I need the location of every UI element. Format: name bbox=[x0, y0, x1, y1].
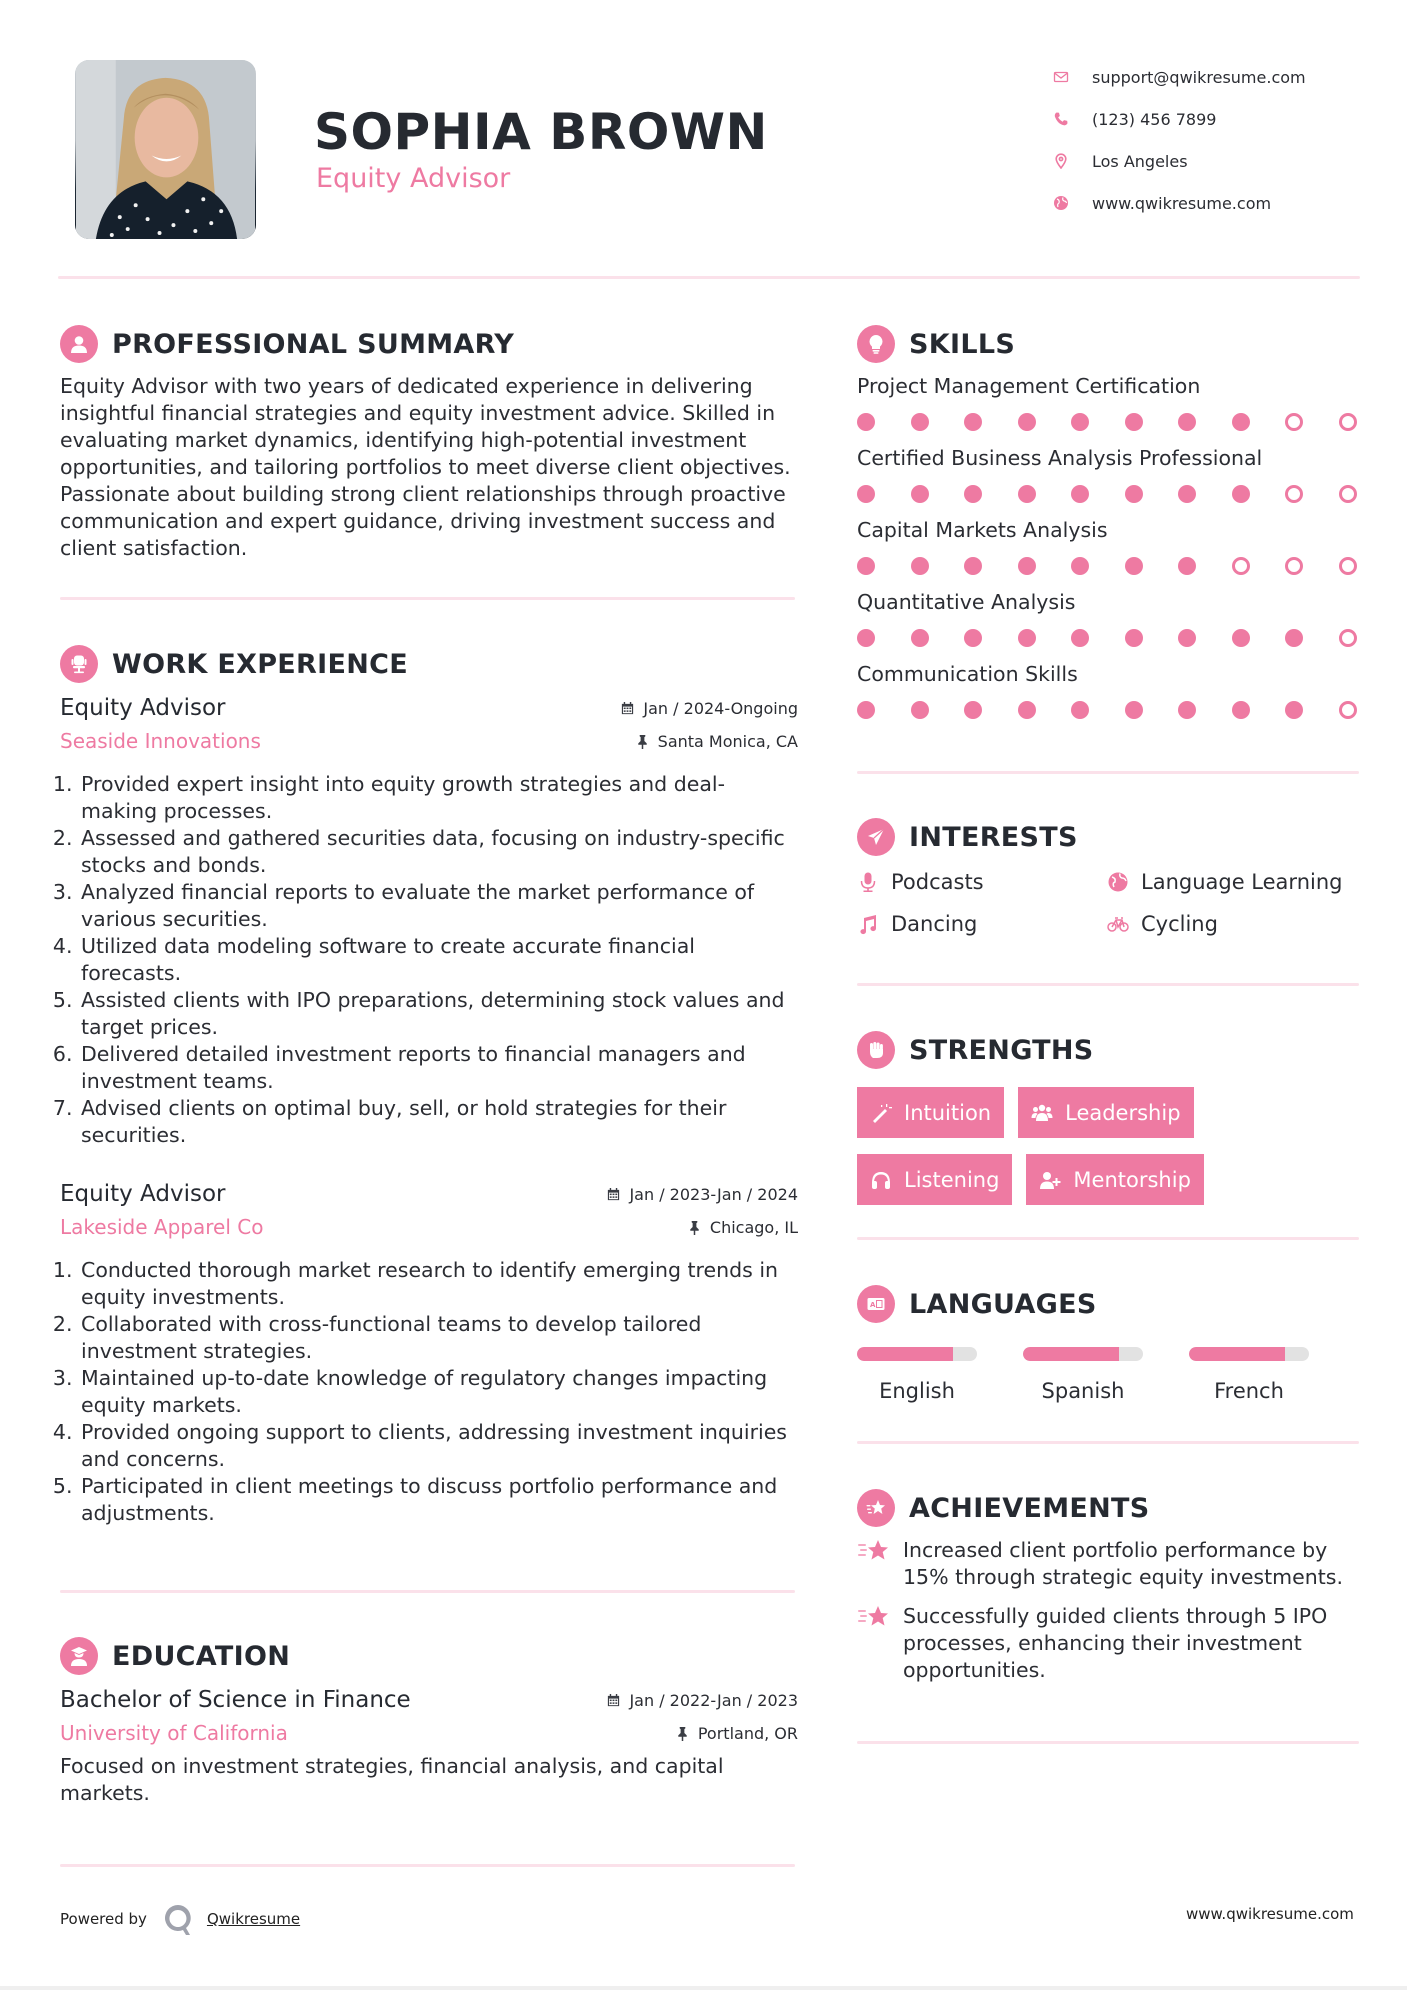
powered-by-label: Powered by bbox=[60, 1910, 147, 1928]
strength-label: Mentorship bbox=[1073, 1167, 1191, 1192]
skill-item bbox=[857, 373, 1359, 431]
job-responsibilities bbox=[60, 771, 798, 1149]
email-text: support@qwikresume.com bbox=[1092, 67, 1306, 87]
calendar-icon bbox=[606, 1693, 621, 1708]
company-name: Seaside Innovations bbox=[60, 729, 261, 753]
star-badge-icon bbox=[857, 1489, 895, 1527]
strengths-list bbox=[857, 1087, 1277, 1205]
website-text: www.qwikresume.com bbox=[1092, 193, 1272, 213]
user-icon bbox=[60, 325, 98, 363]
list-item: 3. Analyzed financial reports to evaluate the market performance of various securities. bbox=[79, 879, 798, 933]
location-text: Los Angeles bbox=[1092, 151, 1188, 171]
envelope-icon bbox=[1052, 68, 1070, 86]
contact-website[interactable] bbox=[1052, 182, 1372, 224]
rating-dot-filled bbox=[1232, 413, 1250, 431]
section-title: STRENGTHS bbox=[909, 1034, 1094, 1066]
rating-dot-filled bbox=[964, 413, 982, 431]
strength-label: Leadership bbox=[1065, 1100, 1181, 1125]
graduate-icon bbox=[60, 1637, 98, 1675]
rating-dot-filled bbox=[1125, 557, 1143, 575]
portrait-image bbox=[75, 60, 256, 239]
language-proficiency-fill bbox=[1023, 1347, 1119, 1361]
skill-name: Project Management Certification bbox=[857, 374, 1201, 398]
rating-dot-filled bbox=[1018, 485, 1036, 503]
interest-label: Dancing bbox=[891, 912, 978, 936]
qwikresume-link[interactable]: Qwikresume bbox=[206, 1910, 301, 1928]
skill-name: Certified Business Analysis Professional bbox=[857, 446, 1263, 470]
rating-dot-filled bbox=[911, 557, 929, 575]
skill-rating bbox=[857, 485, 1359, 503]
pushpin-icon bbox=[675, 1726, 690, 1741]
svg-text:A: A bbox=[870, 1301, 876, 1309]
rating-dot-filled bbox=[964, 485, 982, 503]
users-icon bbox=[1031, 1102, 1053, 1124]
section-divider bbox=[857, 1237, 1359, 1240]
candidate-name: SOPHIA BROWN bbox=[314, 103, 768, 161]
skill-rating bbox=[857, 701, 1359, 719]
achievement-text: Successfully guided clients through 5 IPO processes, enhancing their investment opportunities. bbox=[903, 1604, 1328, 1682]
language-name: French bbox=[1214, 1379, 1284, 1403]
section-header bbox=[857, 1031, 1359, 1069]
job-location bbox=[687, 1218, 798, 1237]
section-title: EDUCATION bbox=[112, 1640, 291, 1672]
list-item: 6. Delivered detailed investment reports to financial managers and investment teams. bbox=[79, 1041, 798, 1095]
rating-dot-filled bbox=[1125, 629, 1143, 647]
achievement-text: Increased client portfolio performance by 15% through strategic equity investments. bbox=[903, 1538, 1343, 1589]
section-divider bbox=[857, 1741, 1359, 1744]
rating-dot-filled bbox=[964, 701, 982, 719]
phone-text: (123) 456 7899 bbox=[1092, 109, 1217, 129]
rating-dot-filled bbox=[857, 413, 875, 431]
language-proficiency-bar bbox=[1023, 1347, 1143, 1361]
education-description: Focused on investment strategies, financial analysis, and capital markets. bbox=[60, 1754, 724, 1805]
rating-dot-empty bbox=[1339, 557, 1357, 575]
language-proficiency-bar bbox=[1189, 1347, 1309, 1361]
rating-dot-filled bbox=[1125, 485, 1143, 503]
rating-dot-filled bbox=[1232, 485, 1250, 503]
rating-dot-filled bbox=[1232, 629, 1250, 647]
header-divider bbox=[58, 276, 1360, 279]
shooting-star-icon bbox=[857, 1537, 891, 1565]
company-name: Lakeside Apparel Co bbox=[60, 1215, 264, 1239]
job-role: Equity Advisor bbox=[60, 1181, 226, 1207]
education-entry bbox=[60, 1687, 798, 1807]
summary-text: Equity Advisor with two years of dedicated experience in delivering insightful financial strategies and equity investment advice. Skilled in evaluating market dynamics, identifying high-potential investment opportunities, and tailoring portfolios to meet diverse client objectives. Passionate about building strong client relationships through proactive communication and expert guidance, driving investment success and client satisfaction. bbox=[60, 374, 791, 560]
section-divider bbox=[60, 597, 795, 600]
interests-list bbox=[857, 870, 1359, 936]
section-title: ACHIEVEMENTS bbox=[909, 1492, 1150, 1524]
professional-summary-section bbox=[60, 325, 798, 562]
skill-item bbox=[857, 661, 1359, 719]
section-header bbox=[857, 1285, 1359, 1323]
skill-name: Quantitative Analysis bbox=[857, 590, 1076, 614]
list-item: 2. Collaborated with cross-functional teams to develop tailored investment strategies. bbox=[79, 1311, 798, 1365]
contact-email[interactable] bbox=[1052, 56, 1372, 98]
language-item bbox=[1023, 1347, 1143, 1403]
language-item bbox=[857, 1347, 977, 1403]
globe-icon bbox=[1107, 871, 1129, 893]
education-location bbox=[675, 1724, 798, 1743]
job-entry bbox=[60, 695, 798, 1149]
education-location-text: Portland, OR bbox=[697, 1723, 798, 1743]
list-item: 5. Assisted clients with IPO preparations, determining stock values and target prices. bbox=[79, 987, 798, 1041]
translate-icon bbox=[857, 1285, 895, 1323]
strength-chip bbox=[857, 1087, 1004, 1138]
language-proficiency-bar bbox=[857, 1347, 977, 1361]
rating-dot-empty bbox=[1285, 557, 1303, 575]
achievement-item bbox=[857, 1603, 1359, 1684]
language-proficiency-fill bbox=[857, 1347, 953, 1361]
office-chair-icon bbox=[60, 645, 98, 683]
rating-dot-filled bbox=[857, 701, 875, 719]
achievement-item bbox=[857, 1537, 1359, 1591]
rating-dot-filled bbox=[1232, 701, 1250, 719]
language-name: English bbox=[879, 1379, 955, 1403]
rating-dot-filled bbox=[857, 557, 875, 575]
rating-dot-filled bbox=[911, 413, 929, 431]
rating-dot-filled bbox=[1018, 557, 1036, 575]
job-responsibilities bbox=[60, 1257, 798, 1527]
language-proficiency-fill bbox=[1189, 1347, 1285, 1361]
education-dates-text: Jan / 2022-Jan / 2023 bbox=[629, 1690, 798, 1710]
languages-section bbox=[857, 1285, 1359, 1403]
section-header bbox=[60, 645, 798, 683]
globe-icon bbox=[1052, 194, 1070, 212]
section-header bbox=[60, 325, 798, 363]
skill-item bbox=[857, 517, 1359, 575]
section-divider bbox=[857, 983, 1359, 986]
rating-dot-empty bbox=[1339, 413, 1357, 431]
skill-item bbox=[857, 589, 1359, 647]
skill-item bbox=[857, 445, 1359, 503]
user-plus-icon bbox=[1039, 1169, 1061, 1191]
shooting-star-icon bbox=[857, 1603, 891, 1631]
rating-dot-filled bbox=[964, 557, 982, 575]
rating-dot-empty bbox=[1285, 413, 1303, 431]
bicycle-icon bbox=[1107, 913, 1129, 935]
job-dates bbox=[606, 1185, 798, 1204]
section-divider bbox=[857, 771, 1359, 774]
rating-dot-filled bbox=[1071, 557, 1089, 575]
rating-dot-filled bbox=[1178, 629, 1196, 647]
rating-dot-filled bbox=[1178, 557, 1196, 575]
qwikresume-logo-icon bbox=[161, 1902, 195, 1936]
rating-dot-filled bbox=[911, 485, 929, 503]
skill-rating bbox=[857, 629, 1359, 647]
rating-dot-filled bbox=[1071, 701, 1089, 719]
job-location-text: Chicago, IL bbox=[709, 1217, 798, 1237]
section-header bbox=[857, 325, 1359, 363]
language-item bbox=[1189, 1347, 1309, 1403]
music-note-icon bbox=[857, 913, 879, 935]
rating-dot-empty bbox=[1339, 629, 1357, 647]
job-dates-text: Jan / 2024-Ongoing bbox=[643, 698, 798, 718]
list-item: 4. Provided ongoing support to clients, addressing investment inquiries and concerns. bbox=[79, 1419, 798, 1473]
rating-dot-filled bbox=[1018, 413, 1036, 431]
interest-item bbox=[1107, 870, 1357, 894]
school-name: University of California bbox=[60, 1721, 288, 1745]
contact-location bbox=[1052, 140, 1372, 182]
strength-chip bbox=[857, 1154, 1012, 1205]
skills-list bbox=[857, 373, 1359, 719]
page-bottom-edge bbox=[0, 1986, 1407, 1990]
skill-rating bbox=[857, 557, 1359, 575]
rating-dot-filled bbox=[1178, 485, 1196, 503]
headphones-icon bbox=[870, 1169, 892, 1191]
list-item: 4. Utilized data modeling software to create accurate financial forecasts. bbox=[79, 933, 798, 987]
strengths-section bbox=[857, 1031, 1359, 1205]
section-title: INTERESTS bbox=[909, 821, 1078, 853]
section-header bbox=[857, 818, 1359, 856]
rating-dot-filled bbox=[1178, 701, 1196, 719]
phone-icon bbox=[1052, 110, 1070, 128]
magic-wand-icon bbox=[870, 1102, 892, 1124]
section-divider bbox=[60, 1864, 795, 1867]
skill-name: Capital Markets Analysis bbox=[857, 518, 1108, 542]
rating-dot-filled bbox=[911, 701, 929, 719]
profile-photo bbox=[75, 60, 256, 239]
pushpin-icon bbox=[635, 734, 650, 749]
rating-dot-filled bbox=[1018, 629, 1036, 647]
strength-chip bbox=[1026, 1154, 1203, 1205]
list-item: 1. Provided expert insight into equity growth strategies and deal-making processes. bbox=[79, 771, 798, 825]
section-header bbox=[857, 1489, 1359, 1527]
paper-plane-icon bbox=[857, 818, 895, 856]
section-divider bbox=[60, 1590, 795, 1593]
list-item: 3. Maintained up-to-date knowledge of regulatory changes impacting equity markets. bbox=[79, 1365, 798, 1419]
section-title: PROFESSIONAL SUMMARY bbox=[112, 328, 515, 360]
job-location-text: Santa Monica, CA bbox=[657, 731, 798, 751]
rating-dot-filled bbox=[1018, 701, 1036, 719]
rating-dot-filled bbox=[1125, 413, 1143, 431]
section-header bbox=[60, 1637, 798, 1675]
list-item: 5. Participated in client meetings to discuss portfolio performance and adjustments. bbox=[79, 1473, 798, 1527]
rating-dot-filled bbox=[1071, 485, 1089, 503]
rating-dot-filled bbox=[1071, 413, 1089, 431]
pushpin-icon bbox=[687, 1220, 702, 1235]
rating-dot-filled bbox=[857, 629, 875, 647]
rating-dot-filled bbox=[1071, 629, 1089, 647]
section-title: SKILLS bbox=[909, 328, 1016, 360]
candidate-title: Equity Advisor bbox=[316, 163, 511, 194]
fist-icon bbox=[857, 1031, 895, 1069]
calendar-icon bbox=[620, 701, 635, 716]
contact-info bbox=[1052, 56, 1372, 224]
job-location bbox=[635, 732, 798, 751]
list-item: 1. Conducted thorough market research to identify emerging trends in equity investments. bbox=[79, 1257, 798, 1311]
section-title: LANGUAGES bbox=[909, 1288, 1097, 1320]
rating-dot-filled bbox=[1285, 629, 1303, 647]
interest-label: Language Learning bbox=[1141, 870, 1343, 894]
languages-list bbox=[857, 1347, 1359, 1403]
interest-label: Podcasts bbox=[891, 870, 984, 894]
list-item: 2. Assessed and gathered securities data, focusing on industry-specific stocks and bonds. bbox=[79, 825, 798, 879]
job-role: Equity Advisor bbox=[60, 695, 226, 721]
microphone-icon bbox=[857, 871, 879, 893]
strength-chip bbox=[1018, 1087, 1193, 1138]
skills-section bbox=[857, 325, 1359, 733]
job-dates bbox=[620, 699, 798, 718]
job-entry bbox=[60, 1181, 798, 1527]
rating-dot-empty bbox=[1285, 485, 1303, 503]
interest-item bbox=[857, 912, 1107, 936]
education-section bbox=[60, 1637, 798, 1807]
strength-label: Listening bbox=[904, 1167, 1000, 1192]
strength-label: Intuition bbox=[904, 1100, 992, 1125]
section-divider bbox=[857, 1441, 1359, 1444]
rating-dot-filled bbox=[857, 485, 875, 503]
work-experience-section bbox=[60, 645, 798, 1527]
rating-dot-empty bbox=[1232, 557, 1250, 575]
interest-item bbox=[1107, 912, 1357, 936]
education-dates bbox=[606, 1691, 798, 1710]
skill-name: Communication Skills bbox=[857, 662, 1078, 686]
rating-dot-empty bbox=[1339, 701, 1357, 719]
rating-dot-filled bbox=[1285, 701, 1303, 719]
rating-dot-filled bbox=[964, 629, 982, 647]
lightbulb-icon bbox=[857, 325, 895, 363]
rating-dot-filled bbox=[911, 629, 929, 647]
achievements-section bbox=[857, 1489, 1359, 1684]
interests-section bbox=[857, 818, 1359, 936]
rating-dot-filled bbox=[1125, 701, 1143, 719]
calendar-icon bbox=[606, 1187, 621, 1202]
skill-rating bbox=[857, 413, 1359, 431]
map-pin-icon bbox=[1052, 152, 1070, 170]
interest-label: Cycling bbox=[1141, 912, 1218, 936]
list-item: 7. Advised clients on optimal buy, sell, or hold strategies for their securities. bbox=[79, 1095, 798, 1149]
contact-phone[interactable] bbox=[1052, 98, 1372, 140]
footer-powered-by bbox=[60, 1902, 300, 1936]
section-title: WORK EXPERIENCE bbox=[112, 648, 408, 680]
rating-dot-empty bbox=[1339, 485, 1357, 503]
job-dates-text: Jan / 2023-Jan / 2024 bbox=[629, 1184, 798, 1204]
degree: Bachelor of Science in Finance bbox=[60, 1687, 411, 1713]
footer-website[interactable]: www.qwikresume.com bbox=[1186, 1905, 1354, 1923]
rating-dot-filled bbox=[1178, 413, 1196, 431]
language-name: Spanish bbox=[1041, 1379, 1125, 1403]
interest-item bbox=[857, 870, 1107, 894]
